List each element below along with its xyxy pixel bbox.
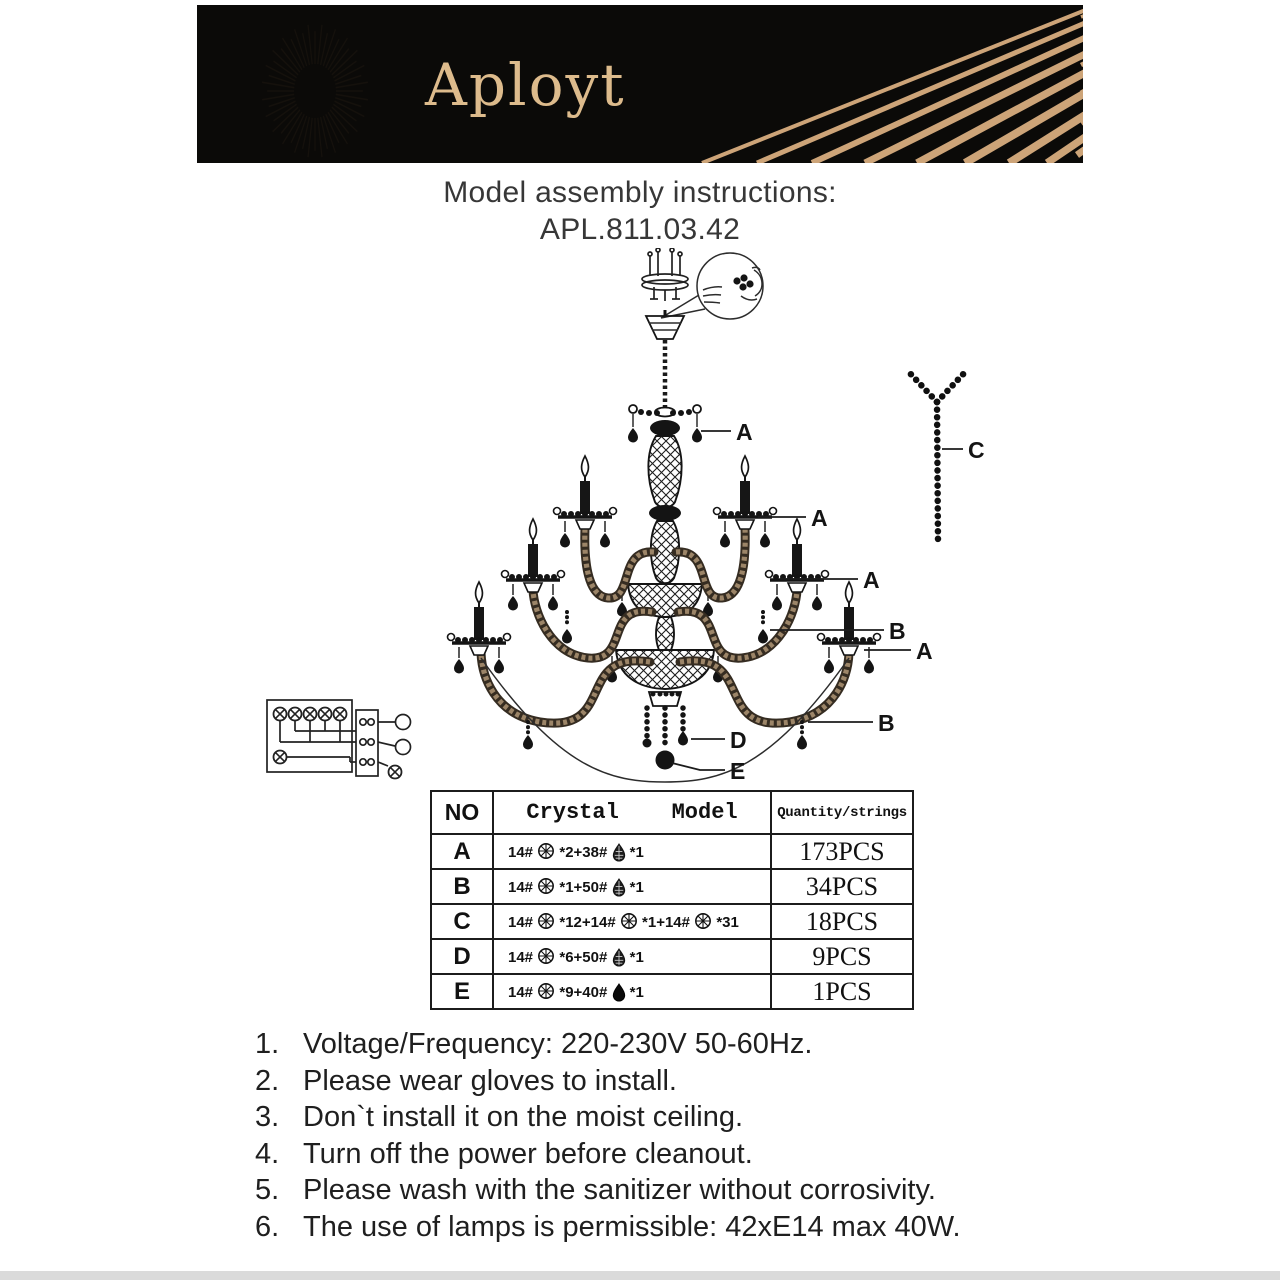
bottom-strings: [643, 708, 689, 770]
instruction-item: [255, 1063, 1085, 1100]
table-row: [431, 939, 913, 974]
row-no: E: [431, 974, 493, 1009]
table-row: [431, 869, 913, 904]
instruction-text: Turn off the power before cleanout.: [303, 1137, 753, 1170]
instruction-number: 2.: [255, 1064, 280, 1097]
instruction-number: 3.: [255, 1101, 280, 1133]
crystal-ball-icon: [537, 877, 555, 895]
ceiling-bracket-inset: [642, 248, 688, 301]
magnifier-wiring-inset: [661, 253, 763, 319]
crystal-table: [430, 790, 914, 1010]
row-no: C: [431, 904, 493, 939]
beaded-string-c: [906, 369, 968, 541]
row-qty: 173PCS: [771, 834, 913, 869]
row-qty: 1PCS: [771, 974, 913, 1009]
instruction-text: The use of lamps is permissible: 42xE14 max 40W.: [303, 1210, 961, 1243]
diagram-label-e: E: [730, 758, 746, 784]
col-header-qty: Quantity/strings: [771, 791, 913, 834]
wiring-diagram: [267, 700, 411, 779]
row-model: 14# *1+50# *1: [493, 869, 771, 904]
col-header-model: Crystal Model: [493, 791, 771, 834]
col-header-no: NO: [431, 791, 493, 834]
instruction-item: [255, 1209, 1085, 1246]
diagram-label-d: D: [730, 727, 747, 753]
row-model: 14# *9+40# *1: [493, 974, 771, 1009]
instruction-item: [255, 1099, 1085, 1136]
brand-name: Aployt: [425, 51, 626, 119]
instruction-item: [255, 1172, 1085, 1209]
instruction-text: Please wear gloves to install.: [303, 1064, 677, 1097]
diagram-label-a1: A: [736, 419, 753, 445]
page-title: [0, 174, 1280, 248]
model-number: APL.811.03.42: [539, 213, 741, 246]
diagram-label-b2: B: [878, 710, 895, 736]
instruction-item: [255, 1026, 1085, 1063]
row-qty: 34PCS: [771, 869, 913, 904]
instruction-number: 4.: [255, 1137, 280, 1170]
table-row: [431, 904, 913, 939]
table-header-row: [431, 791, 913, 834]
crystal-drop-icon: [612, 878, 626, 897]
photo-edge-strip: [0, 1271, 1280, 1280]
instruction-number: 5.: [255, 1174, 280, 1206]
row-no: D: [431, 939, 493, 974]
crystal-drop-icon: [612, 948, 626, 967]
instruction-text: Please wash with the sanitizer without corrosivity.: [303, 1174, 936, 1206]
row-model: 14# *2+38# *1: [493, 834, 771, 869]
table-row: [431, 974, 913, 1009]
crystal-drop-icon: [612, 843, 626, 862]
row-no: B: [431, 869, 493, 904]
crystal-drop-solid-icon: [612, 983, 626, 1002]
diagram-label-c: C: [968, 437, 985, 463]
row-qty: 18PCS: [771, 904, 913, 939]
sunburst-center: [294, 64, 336, 118]
diagram-label-a3: A: [863, 567, 880, 593]
crystal-ball-icon: [620, 912, 638, 930]
brand-banner: [197, 5, 1083, 163]
diagram-label-a4: A: [916, 638, 933, 664]
crystal-ball-icon: [537, 912, 555, 930]
instruction-text: Voltage/Frequency: 220-230V 50-60Hz.: [303, 1028, 813, 1060]
instruction-list: [255, 1026, 1085, 1245]
instruction-item: [255, 1136, 1085, 1173]
row-model: 14# *6+50# *1: [493, 939, 771, 974]
title-line1: Model assembly instructions:: [443, 176, 837, 209]
chandelier-assembly-diagram: [250, 248, 1000, 793]
crystal-ball-icon: [694, 912, 712, 930]
diagram-label-b1: B: [889, 618, 906, 644]
row-qty: 9PCS: [771, 939, 913, 974]
instruction-text: Don`t install it on the moist ceiling.: [303, 1101, 744, 1133]
instruction-number: 6.: [255, 1210, 280, 1243]
crystal-ball-icon: [537, 982, 555, 1000]
crystal-ball-icon: [537, 842, 555, 860]
instruction-number: 1.: [255, 1028, 280, 1060]
row-model: 14# *12+14# *1+14# *31: [493, 904, 771, 939]
diagram-label-a2: A: [811, 505, 828, 531]
row-no: A: [431, 834, 493, 869]
table-row: [431, 834, 913, 869]
crystal-ball-icon: [537, 947, 555, 965]
